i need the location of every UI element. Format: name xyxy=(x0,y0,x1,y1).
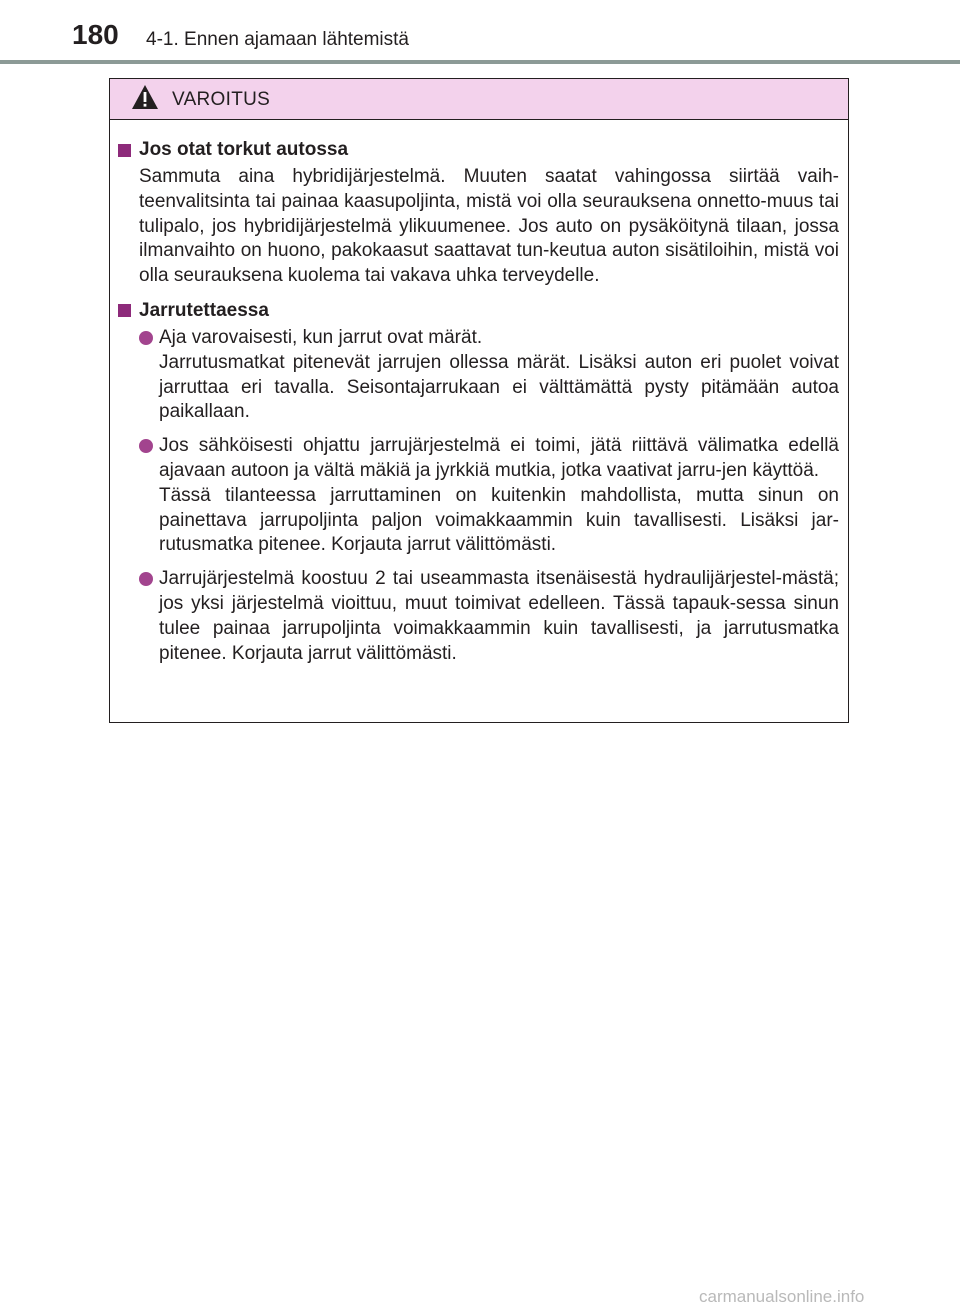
page-number: 180 xyxy=(72,19,119,50)
section-heading: Jos otat torkut autossa xyxy=(139,139,349,160)
circle-bullet-icon xyxy=(139,572,153,586)
section-nap xyxy=(118,138,839,289)
header-divider xyxy=(0,60,960,64)
warning-triangle-icon xyxy=(131,84,159,110)
circle-bullet-icon xyxy=(139,439,153,453)
section-title: 4-1. Ennen ajamaan lähtemistä xyxy=(146,29,409,50)
section-braking xyxy=(118,299,839,666)
section-paragraph: Sammuta aina hybridijärjestelmä. Muuten saatat vahingossa siirtää vaih-teenvalitsinta tai painaa kaasupoljinta, mistä voi olla seurauksena onnetto-muus tai tulipalo, jos hybridijärjestelmä ylikuumenee. Jos auto on pysäköitynä tilaan, jossa ilmanvaihto on huono, pakokaasut saattavat tun-keutua auton sisätiloihin, mistä voi olla seurauksena kuolema tai vakava uhka terveydelle. xyxy=(139,166,839,287)
circle-bullet-icon xyxy=(139,331,153,345)
square-bullet-icon xyxy=(118,304,131,317)
bullet-line: Jarrujärjestelmä koostuu 2 tai useammasta itsenäisestä hydraulijärjestel-mästä; jos yksi järjestelmä vioittuu, muut toimivat edelleen. Tässä tapauk-sessa sinun tulee painaa jarrupoljinta voimakkaammin kuin tavallisesti, ja jarrutusmatka pitenee. Korjauta jarrut välittömästi. xyxy=(159,568,839,664)
warning-label: VAROITUS xyxy=(172,89,271,110)
square-bullet-icon xyxy=(118,144,131,157)
warning-body xyxy=(110,120,848,666)
bullet-line: Jos sähköisesti ohjattu jarrujärjestelmä ei toimi, jätä riittävä välimatka edellä ajavaan autoon ja vältä mäkiä ja jyrkkiä mutkia, jotka vaativat jarru-jen käyttöä. xyxy=(159,435,839,481)
warning-box xyxy=(109,78,849,723)
list-item xyxy=(139,567,839,666)
bullet-line: Aja varovaisesti, kun jarrut ovat märät. xyxy=(159,326,483,348)
section-heading: Jarrutettaessa xyxy=(139,299,269,321)
list-item xyxy=(139,434,839,558)
list-item xyxy=(139,326,839,425)
page-header xyxy=(0,0,960,50)
warning-header xyxy=(110,79,848,120)
watermark: carmanualsonline.info xyxy=(699,1287,865,1306)
bullet-line: Tässä tilanteessa jarruttaminen on kuitenkin mahdollista, mutta sinun on painettava jarrupoljinta paljon voimakkaammin kuin tavallisesti. Lisäksi jar-rutusmatka pitenee. Korjauta jarrut välittömästi. xyxy=(159,484,839,556)
bullet-line: Jarrutusmatkat pitenevät jarrujen ollessa märät. Lisäksi auton eri puolet voivat jarruttaa eri tavalla. Seisontajarrukaan ei välttämättä pysty pitämään autoa paikallaan. xyxy=(159,351,839,423)
